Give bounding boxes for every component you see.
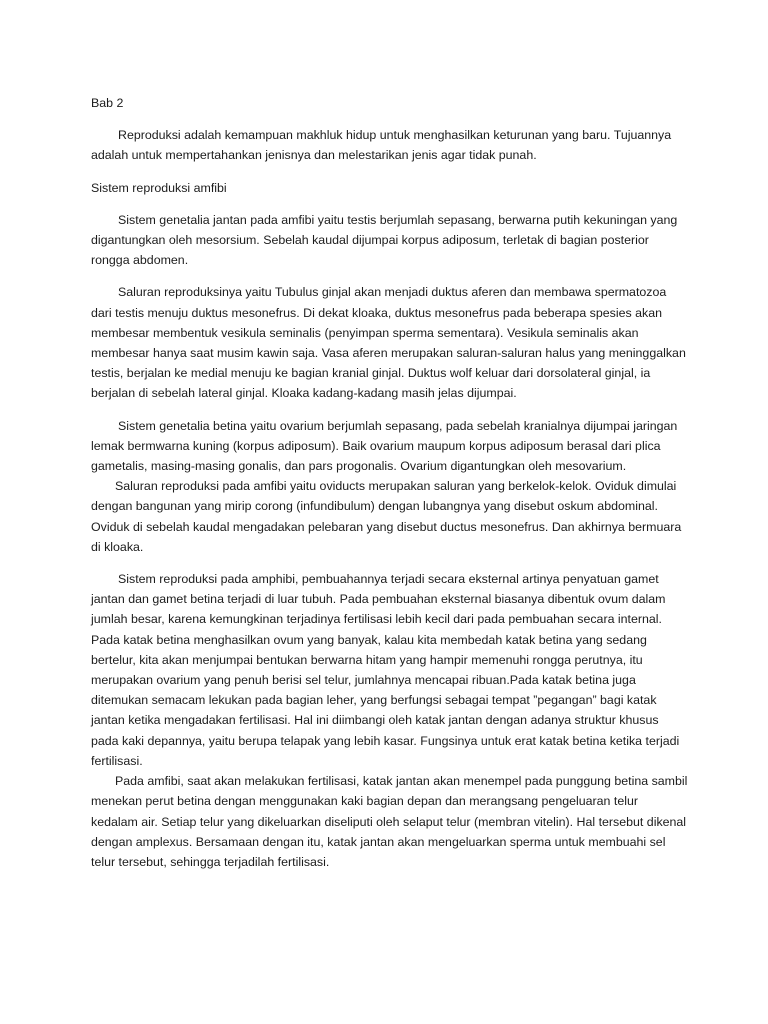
- paragraph-intro: Reproduksi adalah kemampuan makhluk hidup untuk menghasilkan keturunan yang baru. Tujuannya adalah untuk mempertahankan jenisnya dan melestarikan jenis agar tidak punah.: [91, 128, 672, 163]
- paragraph-male-genitalia: Sistem genetalia jantan pada amfibi yaitu testis berjumlah sepasang, berwarna putih kekuningan yang digantungkan oleh mesorsium. Sebelah kaudal dijumpai korpus adiposum, terletak di bagian posterior rongga abdomen.: [91, 212, 678, 268]
- paragraph-male-ducts: Saluran reproduksinya yaitu Tubulus ginjal akan menjadi duktus aferen dan membawa spermatozoa dari testis menuju duktus mesonefrus. Di dekat kloaka, duktus mesonefrus pada beberapa spesies akan membesar membentuk vesikula seminalis (penyimpan sperma sementara). Vesikula seminalis akan membesar hanya saat musim kawin saja. Vasa aferen merupakan saluran-saluran halus yang meninggalkan testis, berjalan ke medial menuju ke bagian kranial ginjal. Duktus wolf keluar dari dorsolateral ginjal, ia berjalan di sebelah lateral ginjal. Kloaka kadang-kadang masih jelas dijumpai.: [91, 285, 686, 401]
- chapter-heading: Bab 2: [91, 96, 124, 110]
- section-heading: Sistem reproduksi amfibi: [91, 180, 227, 195]
- paragraph-female-ducts: Saluran reproduksi pada amfibi yaitu oviducts merupakan saluran yang berkelok-kelok. Oviduk dimulai dengan bangunan yang mirip corong (infundibulum) dengan lubangnya yang disebut oskum abdominal. Oviduk di sebelah kaudal mengadakan pelebaran yang disebut ductus mesonefrus. Dan akhirnya bermuara di kloaka.: [91, 479, 682, 554]
- paragraph-fertilization: Sistem reproduksi pada amphibi, pembuahannya terjadi secara eksternal artinya penyatuan gamet jantan dan gamet betina terjadi di luar tubuh. Pada pembuahan eksternal biasanya dibentuk ovum dalam jumlah besar, karena kemungkinan terjadinya fertilisasi lebih kecil dari pada pembuahan secara internal. Pada katak betina menghasilkan ovum yang banyak, kalau kita membedah katak betina yang sedang bertelur, kita akan menjumpai bentukan berwarna hitam yang hampir memenuhi rongga perutnya, itu merupakan ovarium yang penuh berisi sel telur, jumlahnya mencapai ribuan.Pada katak betina juga ditemukan semacam lekukan pada bagian leher, yang berfungsi sebagai tempat ”pegangan” bagi katak jantan ketika mengadakan fertilisasi. Hal ini diimbangi oleh katak jantan dengan adanya struktur khusus pada kaki depannya, yaitu berupa telapak yang lebih kasar. Fungsinya untuk erat katak betina ketika terjadi fertilisasi.: [91, 572, 680, 768]
- paragraph-female-genitalia: Sistem genetalia betina yaitu ovarium berjumlah sepasang, pada sebelah kranialnya dijumpai jaringan lemak bermwarna kuning (korpus adiposum). Baik ovarium maupum korpus adiposum berasal dari plica gametalis, masing-masing gonalis, dan pars progonalis. Ovarium digantungkan oleh mesovarium.: [91, 418, 678, 474]
- paragraph-amplexus: Pada amfibi, saat akan melakukan fertilisasi, katak jantan akan menempel pada punggung betina sambil menekan perut betina dengan menggunakan kaki bagian depan dan merangsang pengeluaran telur kedalam air. Setiap telur yang dikeluarkan diseliputi oleh selaput telur (membran vitelin). Hal tersebut dikenal dengan amplexus. Bersamaan dengan itu, katak jantan akan mengeluarkan sperma untuk membuahi sel telur tersebut, sehingga terjadilah fertilisasi.: [91, 774, 688, 869]
